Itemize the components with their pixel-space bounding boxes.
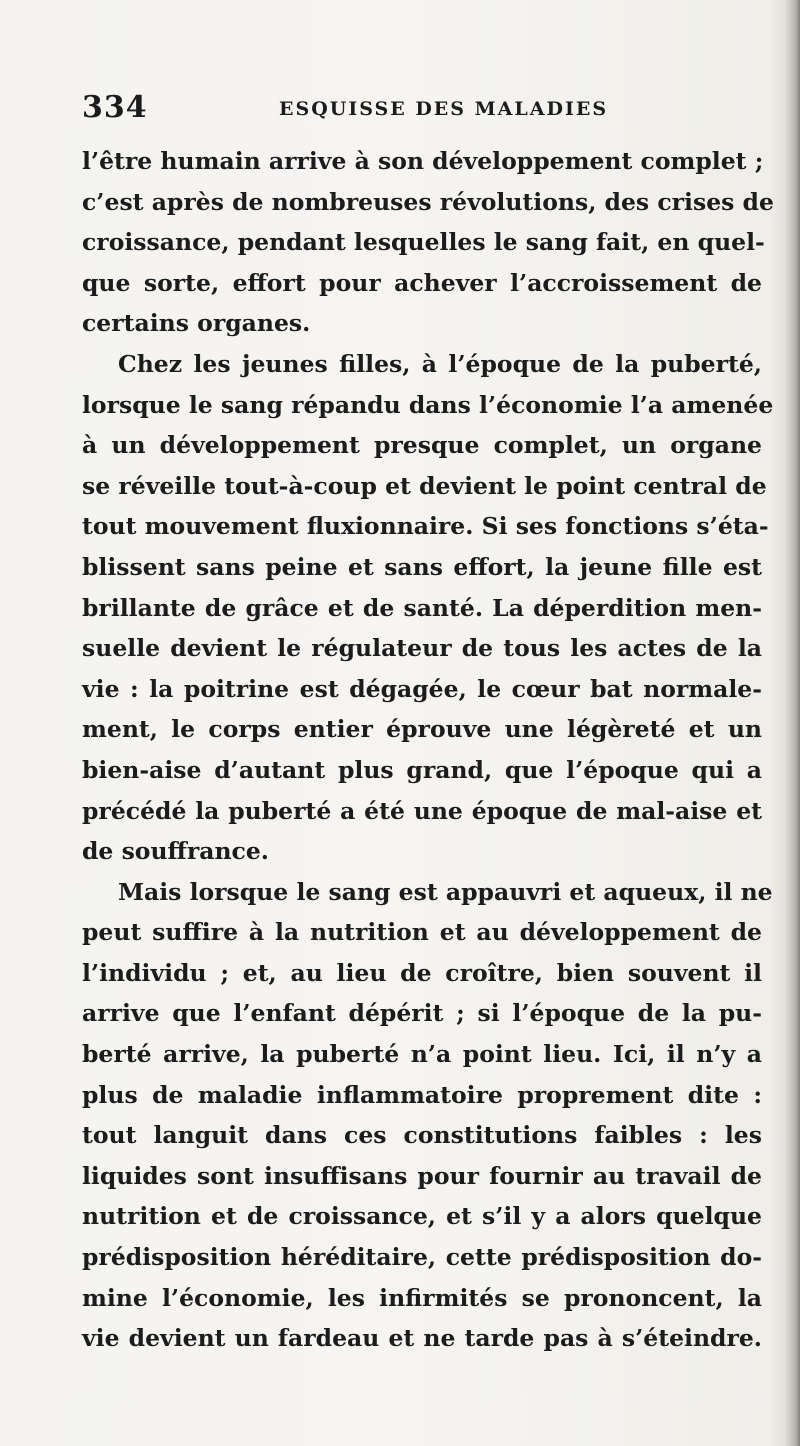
text-line: blissent sans peine et sans effort, la jeune fille est: [82, 552, 762, 581]
text-line: suelle devient le régulateur de tous les actes de la: [82, 634, 762, 663]
text-line: berté arrive, la puberté n’a point lieu. Ici, il n’y a: [82, 1040, 762, 1069]
text-line: tout mouvement fluxionnaire. Si ses fonctions s’éta-: [82, 512, 769, 541]
text-line: Mais lorsque le sang est appauvri et aqueux, il ne: [118, 877, 773, 906]
page-number: 334: [82, 90, 148, 125]
text-line: prédisposition héréditaire, cette prédisposition do-: [82, 1243, 762, 1272]
text-line: ment, le corps entier éprouve une légèreté et un: [82, 715, 762, 744]
text-line: vie : la poitrine est dégagée, le cœur bat normale-: [82, 674, 762, 703]
text-line: arrive que l’enfant dépérit ; si l’époque de la pu-: [82, 999, 762, 1028]
body-text: [82, 141, 774, 1359]
text-line: nutrition et de croissance, et s’il y a alors quelque: [82, 1202, 762, 1231]
running-title: ESQUISSE DES MALADIES: [279, 98, 609, 120]
page-header: [82, 90, 762, 134]
text-line: à un développement presque complet, un organe: [82, 431, 762, 460]
text-line: liquides sont insuffisans pour fournir au travail de: [82, 1161, 762, 1190]
text-line: se réveille tout-à-coup et devient le point central de: [82, 471, 767, 500]
text-line: de souffrance.: [82, 837, 269, 866]
text-line: l’individu ; et, au lieu de croître, bien souvent il: [82, 958, 762, 987]
text-line: mine l’économie, les infirmités se prononcent, la: [82, 1283, 762, 1312]
text-line: c’est après de nombreuses révolutions, des crises de: [82, 187, 774, 216]
text-line: plus de maladie inflammatoire proprement dite :: [82, 1080, 762, 1109]
text-line: que sorte, effort pour achever l’accroissement de: [82, 268, 762, 297]
text-line: l’être humain arrive à son développement complet ;: [82, 147, 764, 175]
text-line: brillante de grâce et de santé. La déperdition men-: [82, 593, 762, 622]
text-line: tout languit dans ces constitutions faibles : les: [82, 1121, 762, 1150]
text-line: croissance, pendant lesquelles le sang fait, en quel-: [82, 228, 765, 257]
text-line: vie devient un fardeau et ne tarde pas à s’éteindre.: [82, 1324, 762, 1353]
text-line: bien-aise d’autant plus grand, que l’époque qui a: [82, 755, 762, 784]
text-line: certains organes.: [82, 309, 311, 338]
text-line: peut suffire à la nutrition et au développement de: [82, 918, 762, 947]
text-line: Chez les jeunes filles, à l’époque de la puberté,: [118, 349, 762, 378]
text-line: précédé la puberté a été une époque de mal-aise et: [82, 796, 762, 825]
text-line: lorsque le sang répandu dans l’économie l’a amenée: [82, 390, 774, 419]
page-edge-shadow: [784, 0, 800, 1446]
